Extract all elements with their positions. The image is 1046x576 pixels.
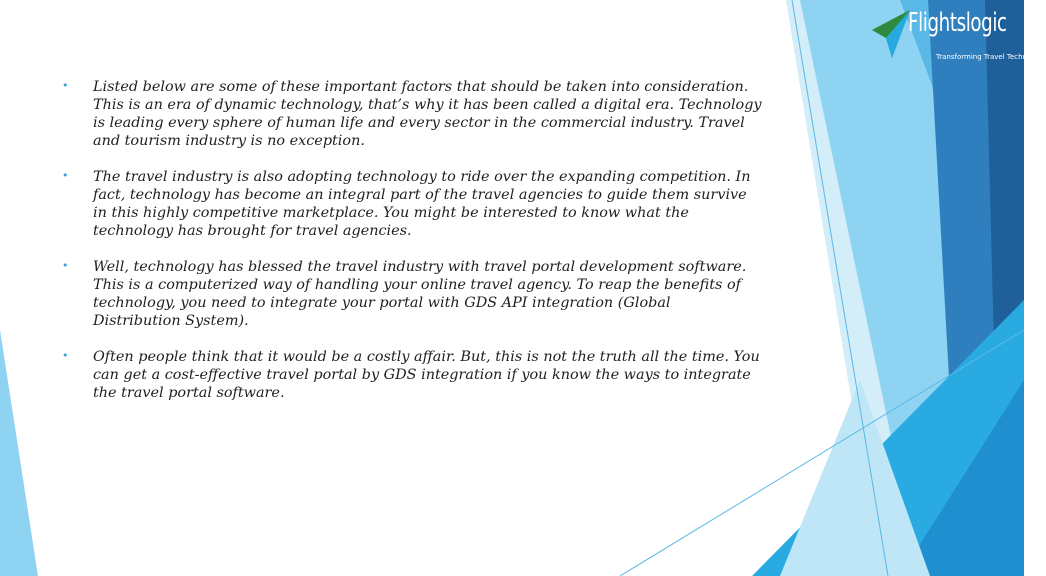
bullet-dot-icon: • (62, 169, 69, 182)
bullet-text: Often people think that it would be a costly affair. But, this is not the truth all the time. You can get a cost-effective travel portal by GDS integration if you know the ways to integrate the travel portal software. (93, 349, 760, 401)
bullet-dot-icon: • (62, 349, 69, 362)
list-item (62, 168, 762, 240)
list-item (62, 78, 762, 150)
bullet-dot-icon: • (62, 79, 69, 92)
list-item (62, 348, 762, 402)
bullet-text: Well, technology has blessed the travel industry with travel portal development software. This is a computerized way of handling your online travel agency. To reap the benefits of technology, you need to integrate your portal with GDS API integration (Global Distribution System). (93, 259, 747, 329)
bullet-list (62, 78, 762, 420)
flightslogic-logo (868, 6, 1046, 64)
paper-plane-icon (870, 8, 912, 60)
bullet-text: The travel industry is also adopting technology to ride over the expanding competition. In fact, technology has become an integral part of the travel agencies to guide them survive in this highly competitive marketplace. You might be interested to know what the technology has brought for travel agencies. (93, 169, 751, 239)
bullet-dot-icon: • (62, 259, 69, 272)
bullet-text: Listed below are some of these important factors that should be taken into consideration. This is an era of dynamic technology, that’s why it has been called a digital era. Technology is leading every sphere of human life and every sector in the commercial industry. Travel and tourism industry is no exception. (93, 79, 762, 149)
logo-name: Flightslogic (908, 8, 1007, 38)
list-item (62, 258, 762, 330)
left-edge-shape (0, 330, 38, 576)
logo-tagline: Transforming Travel Technology (936, 53, 1046, 61)
